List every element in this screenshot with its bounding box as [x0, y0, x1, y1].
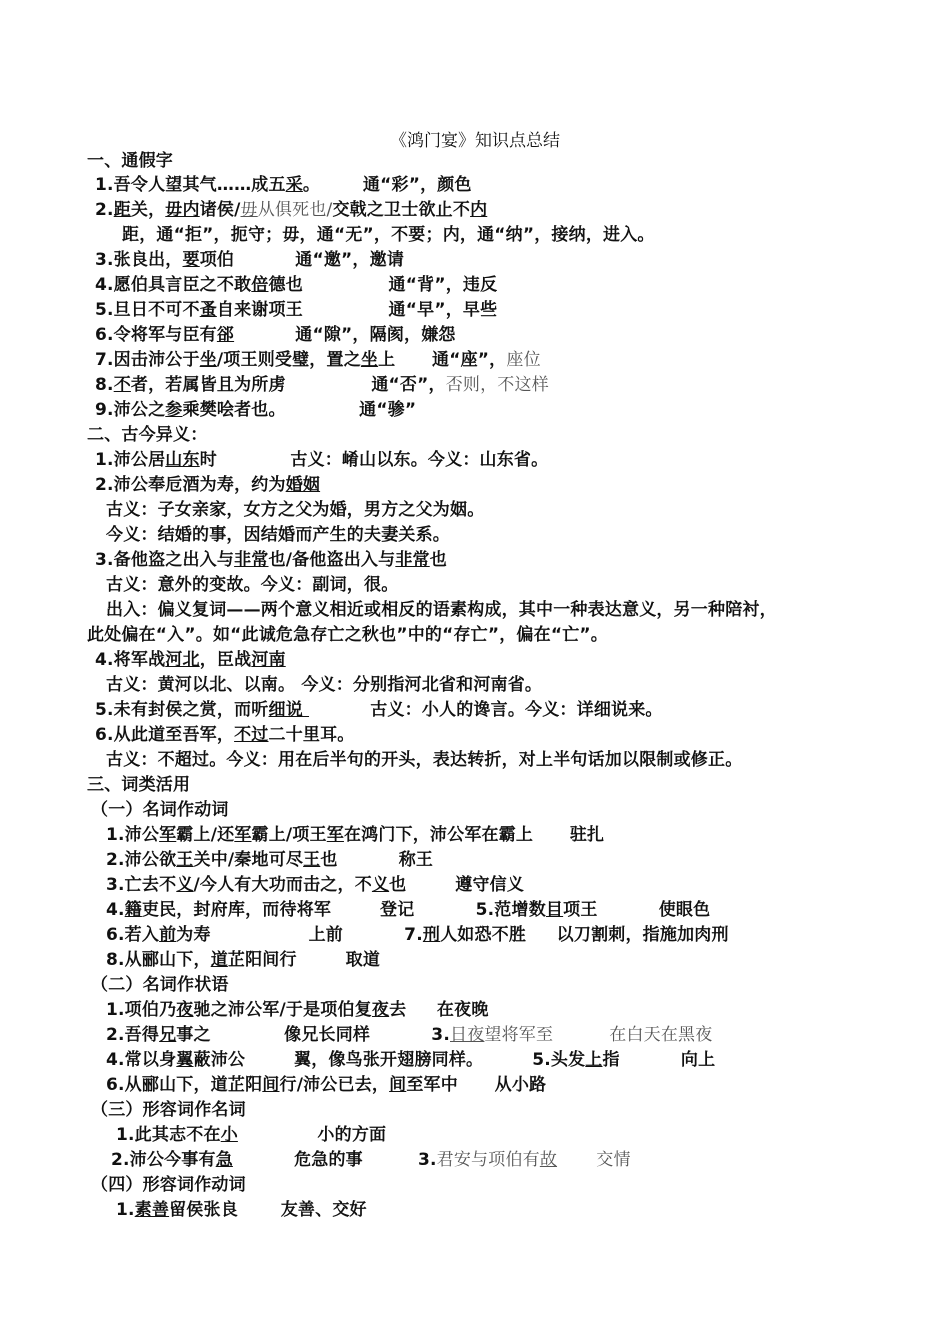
underlined-word: 坐 [360, 350, 379, 370]
text-line [95, 399, 416, 423]
text-line [106, 999, 489, 1023]
text-line [95, 174, 472, 198]
text-segment: 3.亡去不 [106, 875, 177, 895]
text-line [91, 1099, 246, 1123]
text-line [106, 499, 484, 523]
text-segment: 3.张良出， [95, 250, 183, 270]
text-segment: 古义：黄河以北、以南。 今义：分别指河北省和河南省。 [106, 675, 543, 695]
text-line [106, 824, 604, 848]
text-segment: 4.愿伯具言臣之不敢 [95, 275, 252, 295]
text-line [87, 150, 173, 174]
text-segment: 行/沛公已去， [279, 1075, 390, 1095]
text-segment: 乘樊哙者也。 通“骖” [182, 400, 417, 420]
text-segment: ，臣战 [199, 650, 252, 670]
text-segment: 古义：不超过。今义：用在后半句的开头，表达转折，对上半句话加以限制或修正。 [106, 750, 743, 770]
text-segment: 德也 通“背”，违反 [268, 275, 498, 295]
text-line [87, 624, 608, 648]
underlined-word: 不 [113, 375, 131, 395]
underlined-word: 兄 [159, 1025, 177, 1045]
text-segment: 也 遵守信义 [389, 875, 525, 895]
text-line [95, 374, 549, 398]
text-segment: 诸侯/ [199, 200, 241, 220]
text-line [95, 349, 541, 373]
underlined-word: 坐 [199, 350, 217, 370]
text-segment: 交戟之卫士欲止不 [332, 200, 471, 220]
underlined-word: 急 [215, 1150, 233, 1170]
text-line [91, 974, 229, 998]
text-segment: 危急的事 3. [232, 1150, 437, 1170]
underlined-word: 夜 [176, 1000, 194, 1020]
text-segment: 二、古今异义： [87, 425, 208, 445]
text-segment: 去 在夜晚 [389, 1000, 489, 1020]
underlined-word: 采 [285, 175, 303, 195]
text-line [95, 274, 497, 298]
text-segment: 5.旦日不可不 [95, 300, 200, 320]
text-segment: 2.吾得 [106, 1025, 160, 1045]
text-line [106, 1074, 546, 1098]
underlined-word: 义 [371, 875, 390, 895]
text-line [111, 1149, 631, 1173]
text-segment: 时 古义：崤山以东。今义：山东省。 [199, 450, 549, 470]
text-segment: 关， [130, 200, 166, 220]
underlined-word: 毋内 [165, 200, 200, 220]
text-segment: 4.将军战 [95, 650, 166, 670]
text-line [95, 649, 286, 673]
text-segment: 也/备他盗出入与 [268, 550, 396, 570]
underlined-word: 河北 [165, 650, 200, 670]
text-line [95, 699, 663, 723]
text-segment: 7.因击沛公于 [95, 350, 200, 370]
text-segment: 驰之沛公军/于是项伯复 [193, 1000, 372, 1020]
underlined-word: 要 [182, 250, 200, 270]
text-segment: 三、词类活用 [87, 775, 191, 795]
text-line [95, 449, 548, 473]
underlined-word: 道 [210, 950, 228, 970]
text-segment: 项王 使眼色 [563, 900, 711, 920]
text-line [106, 574, 398, 598]
underlined-word: 籍 [124, 900, 142, 920]
text-segment: 芷阳间行 取道 [227, 950, 381, 970]
text-segment: 2.沛公奉卮酒为寿，约为 [95, 475, 286, 495]
text-segment: 2.沛公今事有 [111, 1150, 216, 1170]
underlined-word: 间 [389, 1075, 407, 1095]
text-segment: 6.若入 [106, 925, 160, 945]
text-segment: 上 通“座”， [378, 350, 507, 370]
text-line [116, 1124, 386, 1148]
text-segment: 霸上/还 [176, 825, 235, 845]
text-segment: 古义：子女亲家，女方之父为婚，男方之父为姻。 [106, 500, 485, 520]
text-line [106, 749, 742, 773]
text-segment: 项伯 通“邀”，邀请 [199, 250, 405, 270]
text-line [106, 849, 433, 873]
text-segment: 1.吾令人望其气……成五 [95, 175, 286, 195]
text-segment: 自来谢项王 通“早”，早些 [216, 300, 498, 320]
text-line [95, 724, 355, 748]
underlined-word: 倍 [251, 275, 269, 295]
underlined-word: 目 [545, 900, 564, 920]
text-segment: 至军中 从小路 [406, 1075, 547, 1095]
underlined-word: 参 [165, 400, 183, 420]
text-line [95, 324, 456, 348]
text-segment: 4.常以身 [106, 1050, 177, 1070]
text-line [106, 524, 450, 548]
text-segment: 交情 [557, 1150, 631, 1170]
text-segment: 人如恐不胜 以刀割刺，指施加肉刑 [440, 925, 729, 945]
text-segment: 霸上/项王 [251, 825, 327, 845]
text-segment: 在鸿门下，沛公军在霸上 驻扎 [343, 825, 605, 845]
text-segment: 6.从郦山下，道芷阳 [106, 1075, 263, 1095]
underlined-word: 距 [113, 200, 131, 220]
text-segment: 2. [95, 200, 114, 220]
text-line [95, 549, 447, 573]
text-line [95, 249, 404, 273]
underlined-word: 王 [176, 850, 194, 870]
text-line [106, 674, 542, 698]
text-segment: 此处偏在“入”。如“此诚危急存亡之秋也”中的“存亡”，偏在“亡”。 [87, 625, 608, 645]
text-line [116, 1199, 367, 1223]
underlined-word: 毋 [240, 200, 258, 220]
text-segment: 古义：意外的变故。今义：副词，很。 [106, 575, 399, 595]
text-segment: 为寿 上前 7. [176, 925, 423, 945]
text-line [95, 299, 497, 323]
text-segment: 也 称王 [320, 850, 434, 870]
text-segment: 距，通“拒”，扼守；毋，通“无”，不要；内，通“纳”，接纳，进入。 [122, 225, 655, 245]
text-line [106, 599, 777, 623]
underlined-word: 蚤 [199, 300, 217, 320]
text-segment: 蔽沛公 翼，像鸟张开翅膀同样。 5.头发 [193, 1050, 586, 1070]
underlined-word: 刑 [422, 925, 441, 945]
underlined-word: 小 [220, 1125, 238, 1145]
underlined-word: 义 [176, 875, 194, 895]
text-segment: 1.此其志不在 [116, 1125, 221, 1145]
text-segment: 君安与项伯有 [436, 1150, 540, 1170]
text-segment: /项王则受璧，置之 [216, 350, 361, 370]
text-segment: 出入：偏义复词——两个意义相近或相反的语素构成，其中一种表达意义，另一种陪衬， [106, 600, 777, 620]
underlined-word: 细说 [268, 700, 310, 720]
underlined-word: 素善 [134, 1200, 170, 1220]
text-segment: 6.令将军与臣有 [95, 325, 217, 345]
text-segment: （一）名词作动词 [91, 800, 229, 820]
text-segment: 8.从郦山下， [106, 950, 211, 970]
text-segment: 1.沛公居 [95, 450, 166, 470]
text-segment: 古义：小人的谗言。今义：详细说来。 [309, 700, 663, 720]
text-segment: 一、通假字 [87, 151, 173, 171]
text-segment: （四）形容词作动词 [91, 1175, 246, 1195]
text-segment: 关中/秦地可尽 [193, 850, 304, 870]
text-line [106, 924, 729, 948]
text-segment: 事之 像兄长同样 3. [176, 1025, 450, 1045]
underlined-word: 间 [262, 1075, 280, 1095]
text-segment: 5.未有封侯之赏，而听 [95, 700, 269, 720]
text-line [106, 949, 380, 973]
text-segment: 6.从此道至吾军， [95, 725, 235, 745]
underlined-word: 军 [326, 825, 344, 845]
text-line [91, 799, 229, 823]
text-segment: 1.沛公 [106, 825, 160, 845]
text-segment: 。 通“彩”，颜色 [302, 175, 472, 195]
text-segment: 通“隙”，隔阂，嫌怨 [234, 325, 456, 345]
underlined-word: 前 [159, 925, 177, 945]
underlined-word: 婚姻 [285, 475, 321, 495]
text-segment: 留侯张良 友善、交好 [169, 1200, 367, 1220]
text-line [106, 1049, 715, 1073]
text-line [106, 899, 710, 923]
underlined-word: 非常 [234, 550, 269, 570]
underlined-word: 非常 [395, 550, 430, 570]
text-segment: 8. [95, 375, 114, 395]
text-segment: 1.项伯乃 [106, 1000, 177, 1020]
underlined-word: 夜 [371, 1000, 390, 1020]
text-segment: 1. [116, 1200, 135, 1220]
underlined-word: 军 [234, 825, 252, 845]
text-segment: 座位 [506, 350, 541, 370]
text-line [95, 474, 320, 498]
underlined-word: 河南 [251, 650, 286, 670]
text-segment: 4. [106, 900, 125, 920]
text-segment: 9.沛公之 [95, 400, 166, 420]
text-segment: 指 向上 [602, 1050, 716, 1070]
text-segment: 二十里耳。 [268, 725, 355, 745]
underlined-word: 日夜 [450, 1025, 485, 1045]
text-segment: 从俱死也/ [257, 200, 333, 220]
underlined-word: 翼 [176, 1050, 194, 1070]
underlined-word: 内 [470, 200, 488, 220]
text-segment: 3.备他盗之出入与 [95, 550, 235, 570]
text-segment: 望将军至 在白天在黑夜 [484, 1025, 713, 1045]
text-line [95, 199, 487, 223]
underlined-word: 上 [585, 1050, 603, 1070]
underlined-word: 王 [303, 850, 321, 870]
document-title: 《鸿门宴》知识点总结 [390, 131, 560, 151]
underlined-word: 郤 [216, 325, 235, 345]
text-segment: 吏民，封府库，而待将军 登记 5.范增数 [141, 900, 546, 920]
text-line [106, 1024, 712, 1048]
text-line [122, 224, 655, 248]
text-line [106, 874, 524, 898]
underlined-word: 军 [159, 825, 177, 845]
underlined-word: 不过 [234, 725, 269, 745]
underlined-word: 故 [539, 1150, 558, 1170]
underlined-word: 山东 [165, 450, 200, 470]
text-line [91, 1174, 246, 1198]
text-segment: （三）形容词作名词 [91, 1100, 246, 1120]
text-segment: 小的方面 [237, 1125, 387, 1145]
text-segment: 2.沛公欲 [106, 850, 177, 870]
text-segment: 者，若属皆且为所虏 通“否”， [130, 375, 446, 395]
text-line [87, 774, 190, 798]
text-segment: （二）名词作状语 [91, 975, 229, 995]
text-segment: /今人有大功而击之，不 [193, 875, 372, 895]
text-line [87, 424, 207, 448]
text-segment: 今义：结婚的事，因结婚而产生的夫妻关系。 [106, 525, 450, 545]
text-segment: 否则，不这样 [445, 375, 549, 395]
text-segment: 也 [429, 550, 447, 570]
